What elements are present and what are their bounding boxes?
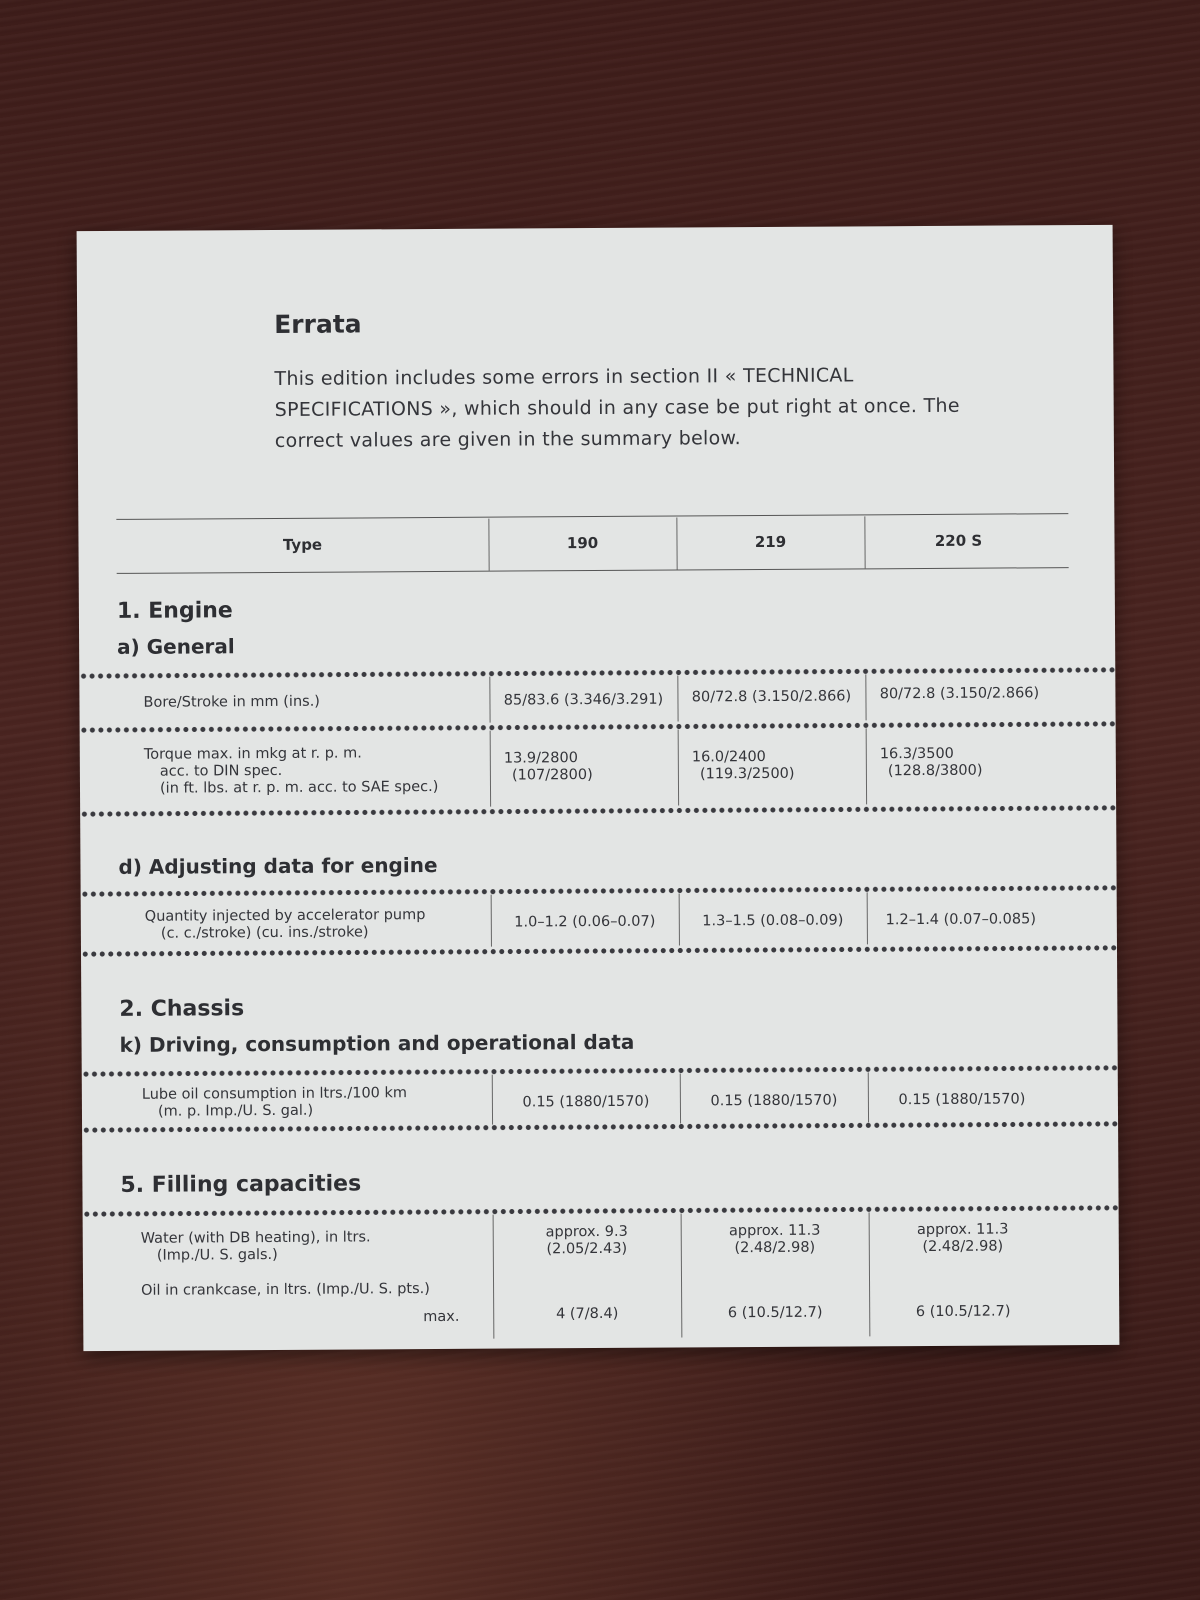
column-divider — [679, 894, 680, 946]
page-title: Errata — [274, 309, 362, 339]
water-190 — [493, 1224, 681, 1259]
row-label-water — [141, 1229, 371, 1264]
torque-220s-sae: (128.8/3800) — [887, 762, 983, 780]
header-type: Type — [282, 535, 323, 554]
section-chassis: 2. Chassis — [119, 996, 245, 1022]
torque-219 — [678, 748, 866, 783]
intro-paragraph: This edition includes some errors in section II « TECHNICAL SPECIFICATIONS », which should in any case be put right at once. The correct values are given in the summary below. — [274, 364, 960, 452]
row-label-pump — [145, 907, 426, 943]
column-divider — [868, 1072, 869, 1122]
water-219 — [681, 1222, 869, 1257]
perforation — [80, 721, 1116, 733]
water-190-ltrs: approx. 9.3 — [545, 1223, 628, 1241]
torque-label-line2: acc. to DIN spec. — [159, 762, 283, 780]
torque-220s — [866, 745, 1054, 780]
section-engine: 1. Engine — [116, 598, 233, 624]
section-filling: 5. Filling capacities — [120, 1171, 362, 1198]
oil-max-label: max. — [423, 1308, 460, 1326]
lube-190: 0.15 (1880/1570) — [522, 1093, 650, 1111]
perforation — [82, 1065, 1118, 1077]
torque-label-line3: (in ft. lbs. at r. p. m. acc. to SAE spec.) — [159, 778, 439, 797]
row-label-bore: Bore/Stroke in mm (ins.) — [143, 693, 320, 711]
bore-219: 80/72.8 (3.150/2.866) — [691, 688, 852, 706]
water-220s — [869, 1221, 1057, 1256]
column-divider — [866, 728, 867, 804]
torque-190-din: 13.9/2800 — [503, 750, 578, 767]
torque-219-din: 16.0/2400 — [691, 748, 766, 766]
column-divider — [492, 1075, 493, 1125]
oil-190: 4 (7/8.4) — [555, 1305, 619, 1323]
column-divider — [867, 892, 868, 944]
pump-220s: 1.2–1.4 (0.07–0.085) — [885, 911, 1037, 929]
column-divider — [680, 1073, 681, 1123]
lube-label-line1: Lube oil consumption in ltrs./100 km — [141, 1085, 408, 1103]
water-label-line2: (Imp./U. S. gals.) — [156, 1246, 278, 1264]
column-divider — [489, 677, 490, 723]
pump-label-line1: Quantity injected by accelerator pump — [144, 907, 426, 925]
row-label-torque — [144, 745, 439, 798]
column-divider — [491, 895, 492, 947]
errata-sheet — [77, 225, 1120, 1351]
row-label-lube — [142, 1085, 407, 1121]
lube-label-line2: (m. p. Imp./U. S. gal.) — [157, 1102, 314, 1120]
perforation — [83, 1205, 1119, 1217]
lube-220s: 0.15 (1880/1570) — [898, 1091, 1026, 1109]
perforation — [79, 667, 1115, 679]
water-219-gals: (2.48/2.98) — [734, 1239, 816, 1257]
water-label-line1: Water (with DB heating), in ltrs. — [140, 1229, 371, 1247]
subsection-adjusting: d) Adjusting data for engine — [118, 852, 438, 879]
perforation — [82, 1121, 1118, 1133]
header-col-190: 190 — [566, 533, 599, 553]
column-divider — [677, 676, 678, 722]
torque-219-sae: (119.3/2500) — [699, 765, 795, 783]
bore-220s: 80/72.8 (3.150/2.866) — [879, 685, 1040, 703]
column-divider — [678, 730, 679, 806]
water-219-ltrs: approx. 11.3 — [728, 1222, 821, 1240]
torque-190 — [490, 750, 678, 785]
oil-219: 6 (10.5/12.7) — [727, 1304, 823, 1322]
water-190-gals: (2.05/2.43) — [546, 1240, 628, 1258]
perforation — [80, 805, 1116, 817]
water-220s-ltrs: approx. 11.3 — [916, 1221, 1009, 1239]
pump-label-line2: (c. c./stroke) (cu. ins./stroke) — [160, 924, 369, 942]
water-220s-gals: (2.48/2.98) — [922, 1238, 1004, 1256]
oil-220s: 6 (10.5/12.7) — [915, 1303, 1011, 1321]
torque-label-line1: Torque max. in mkg at r. p. m. — [143, 745, 362, 763]
header-col-219: 219 — [754, 532, 787, 552]
perforation — [81, 885, 1117, 897]
pump-219: 1.3–1.5 (0.08–0.09) — [702, 912, 844, 930]
column-divider — [865, 674, 866, 720]
subsection-general: a) General — [117, 634, 235, 659]
header-col-220s: 220 S — [934, 531, 983, 550]
lube-219: 0.15 (1880/1570) — [710, 1092, 838, 1110]
bore-190: 85/83.6 (3.346/3.291) — [503, 691, 664, 709]
perforation — [81, 945, 1117, 957]
torque-220s-din: 16.3/3500 — [879, 745, 954, 763]
row-label-oil: Oil in crankcase, in ltrs. (Imp./U. S. pts.) — [141, 1281, 430, 1299]
pump-190: 1.0–1.2 (0.06–0.07) — [514, 913, 656, 931]
subsection-driving: k) Driving, consumption and operational data — [119, 1029, 635, 1057]
torque-190-sae: (107/2800) — [511, 767, 593, 784]
